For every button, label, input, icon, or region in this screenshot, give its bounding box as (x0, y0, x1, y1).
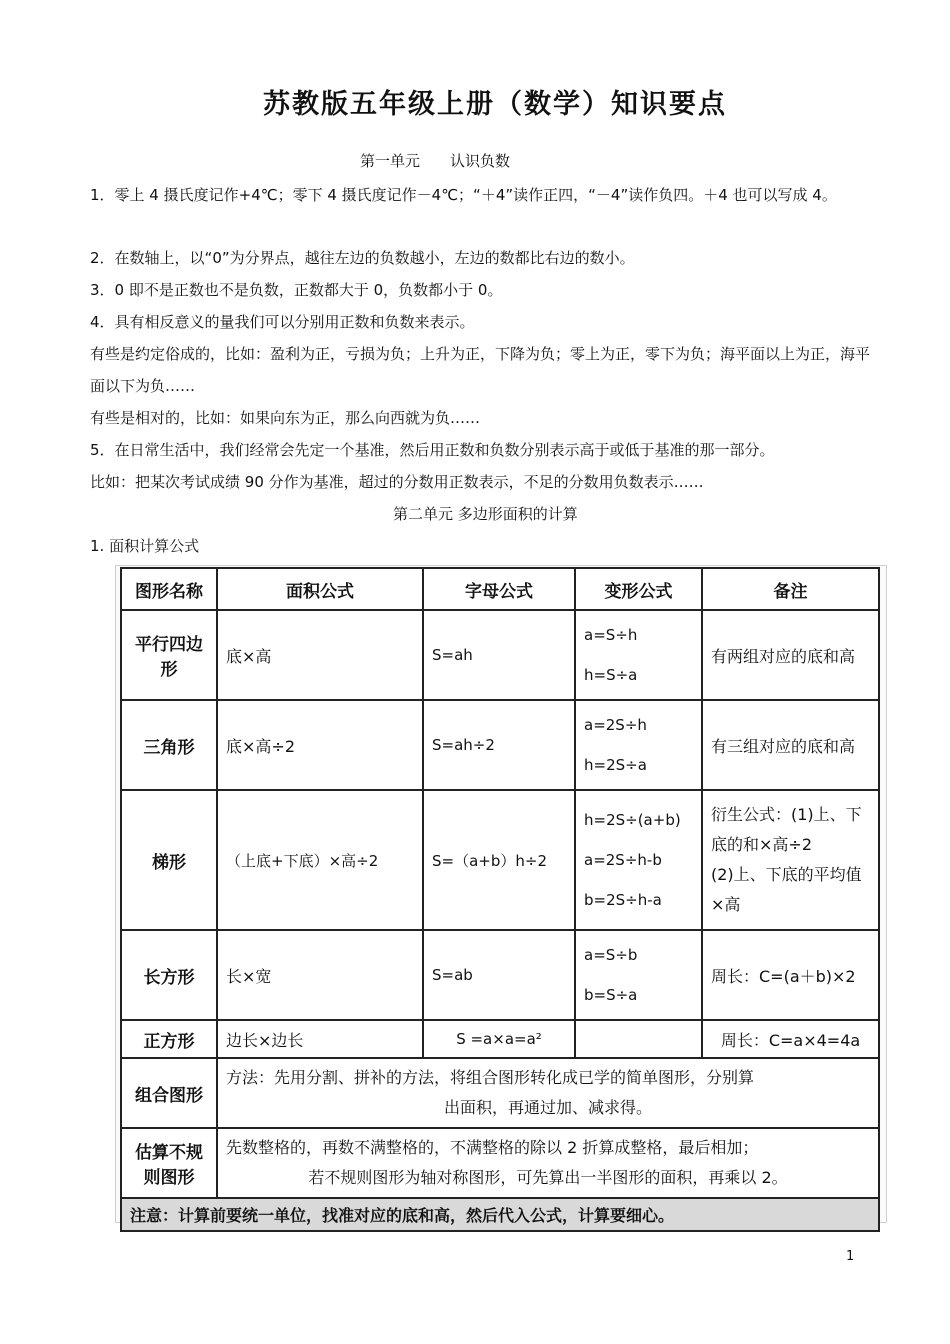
note: 有三组对应的底和高 (702, 700, 879, 790)
unit2-heading: 第二单元 多边形面积的计算 (393, 505, 578, 523)
letter-formula: S=ab (423, 930, 575, 1020)
header-transform-formula: 变形公式 (575, 568, 702, 610)
transform-formula (575, 930, 702, 1020)
transform-line: b=S÷a (584, 986, 638, 1004)
table-row (121, 930, 879, 1020)
unit1-name: 认识负数 (450, 152, 511, 170)
paragraph-1: 1．零上 4 摄氏度记作+4℃；零下 4 摄氏度记作－4℃；“＋4”读作正四，“－4”读作负四。＋4 也可以写成 4。 (90, 186, 837, 204)
header-area-formula: 面积公式 (217, 568, 423, 610)
unit1-label: 第一单元 (360, 152, 421, 170)
shape-name: 组合图形 (121, 1058, 217, 1128)
header-note: 备注 (702, 568, 879, 610)
shape-name: 估算不规则图形 (121, 1128, 217, 1198)
area-formula-table (120, 567, 880, 1232)
note: 周长：C=(a＋b)×2 (702, 930, 879, 1020)
page-number: 1 (846, 1249, 855, 1264)
unit1-heading (360, 150, 510, 171)
method-line: 出面积，再通过加、减求得。 (443, 1098, 652, 1117)
area-formula: 底×高÷2 (217, 700, 423, 790)
table-row (121, 1058, 879, 1128)
table-note-row (121, 1198, 879, 1231)
area-formula: 边长×边长 (217, 1020, 423, 1058)
transform-line: a=S÷h (584, 626, 638, 644)
transform-line: h=2S÷(a+b) (584, 811, 681, 829)
header-shape-name: 图形名称 (121, 568, 217, 610)
method-text (217, 1058, 879, 1128)
shape-name: 三角形 (121, 700, 217, 790)
transform-line: h=S÷a (584, 666, 638, 684)
table-row (121, 700, 879, 790)
area-formula: 长×宽 (217, 930, 423, 1020)
transform-line: a=S÷b (584, 946, 638, 964)
transform-line: h=2S÷a (584, 756, 647, 774)
paragraph-4: 4．具有相反意义的量我们可以分别用正数和负数来表示。 (90, 313, 475, 331)
area-formula: （上底+下底）×高÷2 (217, 790, 423, 930)
transform-line: a=2S÷h-b (584, 851, 662, 869)
section-heading: 1. 面积计算公式 (90, 537, 200, 555)
transform-line: b=2S÷h-a (584, 891, 662, 909)
table-row (121, 790, 879, 930)
note: 有两组对应的底和高 (702, 610, 879, 700)
paragraph-3: 3．0 即不是正数也不是负数，正数都大于 0，负数都小于 0。 (90, 281, 503, 299)
transform-line: a=2S÷h (584, 716, 647, 734)
shape-name: 正方形 (121, 1020, 217, 1058)
area-formula: 底×高 (217, 610, 423, 700)
transform-formula (575, 610, 702, 700)
table-row (121, 610, 879, 700)
note (702, 790, 879, 930)
letter-formula: S=（a+b）h÷2 (423, 790, 575, 930)
paragraph-5: 有些是约定俗成的，比如：盈利为正，亏损为负；上升为正，下降为负；零上为正，零下为负；海平面以上为正，海平面以下为负…… (90, 345, 871, 395)
method-line: 先数整格的，再数不满整格的，不满整格的除以 2 折算成整格，最后相加； (226, 1138, 759, 1157)
note: 周长：C=a×4=4a (702, 1020, 879, 1058)
transform-formula (575, 700, 702, 790)
shape-name: 长方形 (121, 930, 217, 1020)
table-row (121, 1128, 879, 1198)
transform-formula (575, 1020, 702, 1058)
shape-name: 梯形 (121, 790, 217, 930)
method-line: 方法：先用分割、拼补的方法，将组合图形转化成已学的简单图形，分别算 (226, 1068, 755, 1087)
letter-formula: S =a×a=a² (423, 1020, 575, 1058)
letter-formula: S=ah (423, 610, 575, 700)
method-line: 若不规则图形为轴对称图形，可先算出一半图形的面积，再乘以 2。 (308, 1168, 788, 1187)
header-letter-formula: 字母公式 (423, 568, 575, 610)
table-header-row (121, 568, 879, 610)
note-line: 衍生公式：(1)上、下底的和×高÷2 (711, 805, 862, 854)
note-line: (2)上、下底的平均值×高 (711, 865, 862, 914)
table-note: 注意：计算前要统一单位，找准对应的底和高，然后代入公式，计算要细心。 (121, 1198, 879, 1231)
transform-formula (575, 790, 702, 930)
paragraph-8: 比如：把某次考试成绩 90 分作为基准，超过的分数用正数表示，不足的分数用负数表示…… (90, 473, 704, 491)
paragraph-2: 2．在数轴上，以“0”为分界点，越往左边的负数越小，左边的数都比右边的数小。 (90, 249, 635, 267)
paragraph-7: 5．在日常生活中，我们经常会先定一个基准，然后用正数和负数分别表示高于或低于基准的那一部分。 (90, 441, 775, 459)
letter-formula: S=ah÷2 (423, 700, 575, 790)
method-text (217, 1128, 879, 1198)
page-title: 苏教版五年级上册（数学）知识要点 (263, 89, 727, 120)
shape-name: 平行四边形 (121, 610, 217, 700)
paragraph-6: 有些是相对的，比如：如果向东为正，那么向西就为负…… (90, 409, 481, 427)
table-row (121, 1020, 879, 1058)
